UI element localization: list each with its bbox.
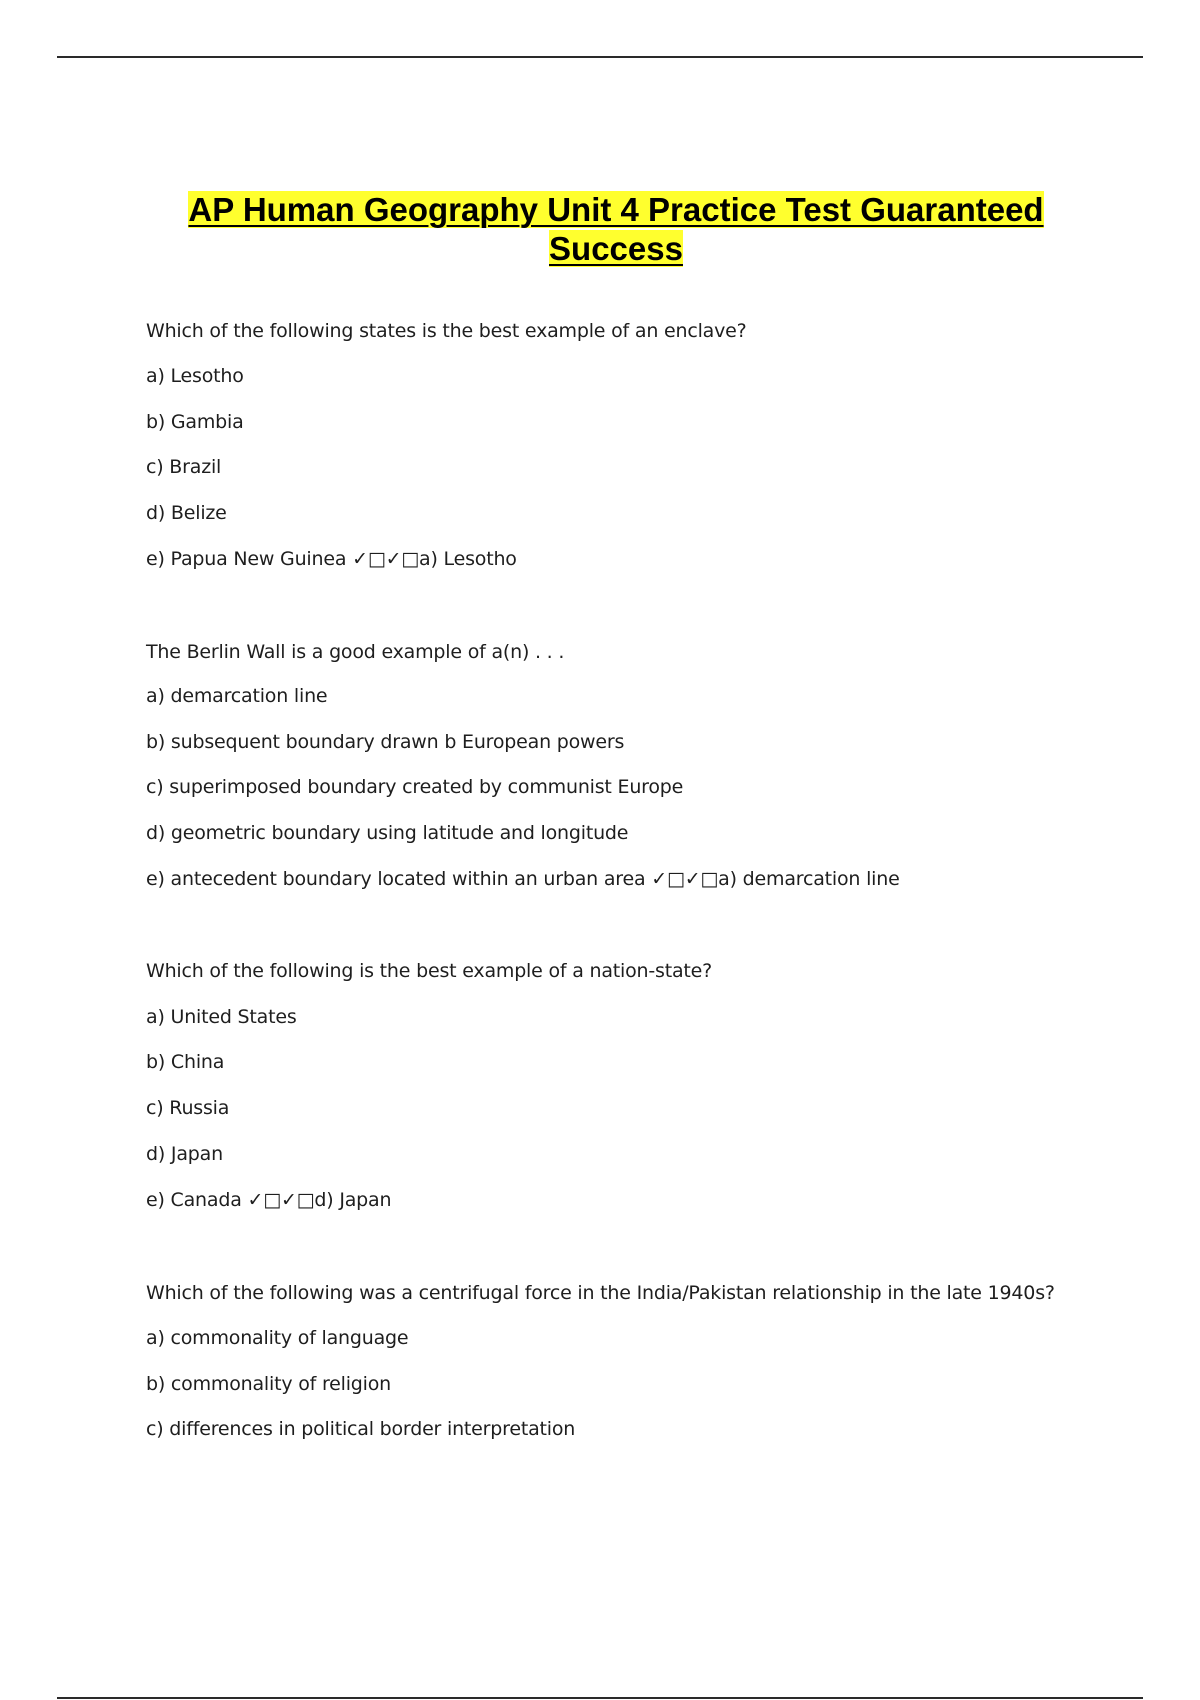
question-3-prompt: Which of the following is the best example of a nation-state? — [146, 960, 713, 982]
question-4-prompt: Which of the following was a centrifugal force in the India/Pakistan relationship in the late 1940s? — [146, 1282, 1055, 1304]
question-1-prompt: Which of the following states is the best example of an enclave? — [146, 320, 747, 342]
question-2-option-d: d) geometric boundary using latitude and longitude — [146, 822, 629, 844]
title-line-1: AP Human Geography Unit 4 Practice Test Guaranteed — [188, 191, 1044, 228]
question-2-prompt: The Berlin Wall is a good example of a(n) . . . — [146, 641, 565, 663]
question-2-option-b: b) subsequent boundary drawn b European powers — [146, 731, 625, 753]
question-4-option-c: c) differences in political border interpretation — [146, 1418, 576, 1440]
question-4-option-a: a) commonality of language — [146, 1327, 409, 1349]
question-3-option-b: b) China — [146, 1051, 225, 1073]
question-3-option-c: c) Russia — [146, 1097, 230, 1119]
question-1-option-e: e) Papua New Guinea ✓□✓□a) Lesotho — [146, 548, 517, 570]
document-title — [0, 190, 1200, 268]
question-2-option-a: a) demarcation line — [146, 685, 328, 707]
question-1-option-d: d) Belize — [146, 502, 227, 524]
question-1-option-a: a) Lesotho — [146, 365, 244, 387]
question-3-option-d: d) Japan — [146, 1143, 223, 1165]
question-3-option-e: e) Canada ✓□✓□d) Japan — [146, 1189, 392, 1211]
title-line-2: Success — [549, 230, 683, 267]
question-3-option-a: a) United States — [146, 1006, 297, 1028]
question-2-option-c: c) superimposed boundary created by communist Europe — [146, 776, 684, 798]
top-rule — [57, 56, 1143, 58]
question-4-option-b: b) commonality of religion — [146, 1373, 392, 1395]
bottom-rule — [57, 1697, 1143, 1699]
question-1-option-c: c) Brazil — [146, 456, 222, 478]
question-1-option-b: b) Gambia — [146, 411, 244, 433]
question-2-option-e: e) antecedent boundary located within an urban area ✓□✓□a) demarcation line — [146, 868, 900, 890]
